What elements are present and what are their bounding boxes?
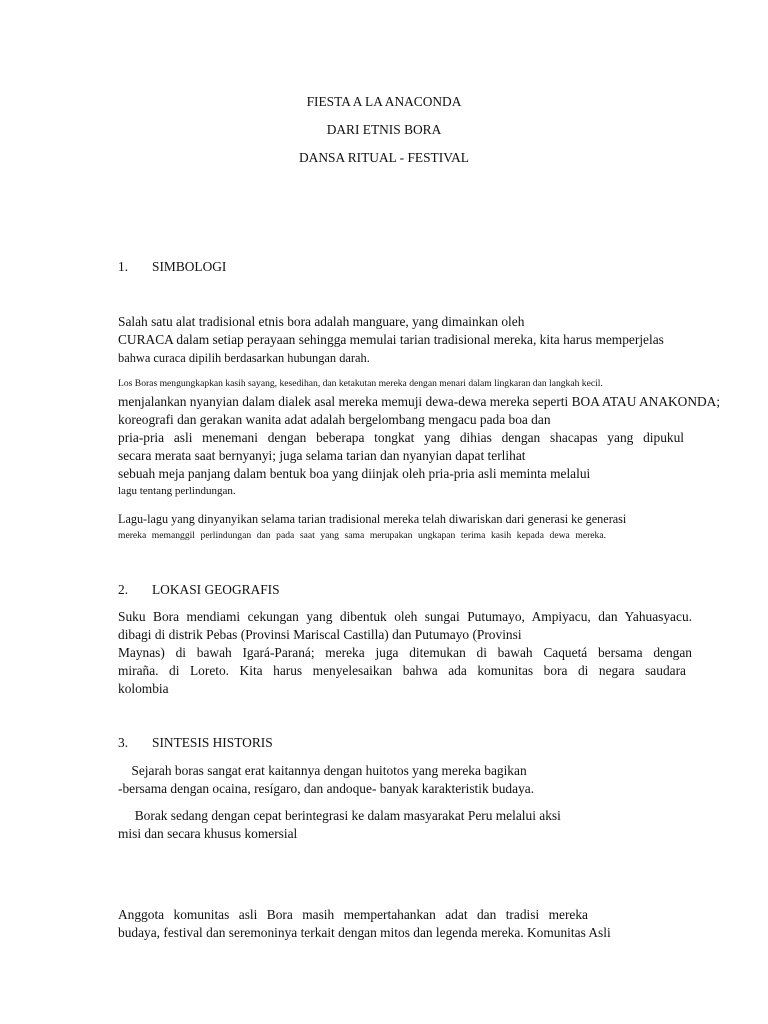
s1-line-7: pria-pria asli menemani dengan beberapa tongkat yang dihias dengan shacapas yang dipukul [118, 430, 684, 445]
s3-line-3: Borak sedang dengan cepat berintegrasi ke dalam masyarakat Peru melalui aksi [118, 808, 561, 823]
s1-line-12: mereka memanggil perlindungan dan pada saat yang sama merupakan ungkapan terima kasih kepada dewa mereka. [118, 530, 606, 541]
s2-line-5: kolombia [118, 681, 169, 696]
doc-title-line-2: DARI ETNIS BORA [326, 122, 442, 137]
doc-title-line-3: DANSA RITUAL - FESTIVAL [299, 150, 469, 165]
s1-line-3: bahwa curaca dipilih berdasarkan hubungan darah. [118, 351, 370, 365]
doc-title-line-1: FIESTA A LA ANACONDA [306, 94, 462, 109]
s3-line-1: Sejarah boras sangat erat kaitannya dengan huitotos yang mereka bagikan [118, 763, 527, 778]
s1-line-9: sebuah meja panjang dalam bentuk boa yang diinjak oleh pria-pria asli meminta melalui [118, 466, 591, 481]
section-2-heading: LOKASI GEOGRAFIS [152, 582, 280, 597]
s3-line-4: misi dan secara khusus komersial [118, 826, 298, 841]
s2-line-4: miraña. di Loreto. Kita harus menyelesaikan bahwa ada komunitas bora di negara saudara [118, 663, 686, 678]
section-1-number: 1. [118, 259, 129, 274]
s3-line-5: Anggota komunitas asli Bora masih mempertahankan adat dan tradisi mereka [118, 907, 588, 922]
s1-line-6: koreografi dan gerakan wanita adat adalah bergelombang mengacu pada boa dan [118, 412, 551, 427]
s1-line-10: lagu tentang perlindungan. [118, 485, 236, 497]
section-1-heading: SIMBOLOGI [152, 259, 227, 274]
s1-line-1: Salah satu alat tradisional etnis bora adalah manguare, yang dimainkan oleh [118, 314, 525, 329]
s1-line-5: menjalankan nyanyian dalam dialek asal mereka memuji dewa-dewa mereka seperti BOA ATAU ANAKONDA; [118, 394, 721, 409]
s1-line-8: secara merata saat bernyanyi; juga selama tarian dan nyanyian dapat terlihat [118, 448, 526, 463]
section-3-heading: SINTESIS HISTORIS [152, 735, 273, 750]
s2-line-1: Suku Bora mendiami cekungan yang dibentuk oleh sungai Putumayo, Ampiyacu, dan Yahuasyacu. [118, 609, 692, 624]
s1-line-4: Los Boras mengungkapkan kasih sayang, kesedihan, dan ketakutan mereka dengan menari dalam lingkaran dan langkah kecil. [118, 378, 603, 389]
s3-line-2: -bersama dengan ocaina, resígaro, dan andoque- banyak karakteristik budaya. [118, 781, 535, 796]
s1-line-2: CURACA dalam setiap perayaan sehingga memulai tarian tradisional mereka, kita harus memperjelas [118, 332, 664, 347]
section-2-number: 2. [118, 582, 129, 597]
s3-line-6: budaya, festival dan seremoninya terkait dengan mitos dan legenda mereka. Komunitas Asli [118, 925, 611, 940]
section-3-number: 3. [118, 735, 129, 750]
s1-line-11: Lagu-lagu yang dinyanyikan selama tarian tradisional mereka telah diwariskan dari generasi ke generasi [118, 512, 627, 526]
s2-line-2: dibagi di distrik Pebas (Provinsi Mariscal Castilla) dan Putumayo (Provinsi [118, 627, 522, 642]
s2-line-3: Maynas) di bawah Igará-Paraná; mereka juga ditemukan di bawah Caquetá bersama dengan [118, 645, 692, 660]
